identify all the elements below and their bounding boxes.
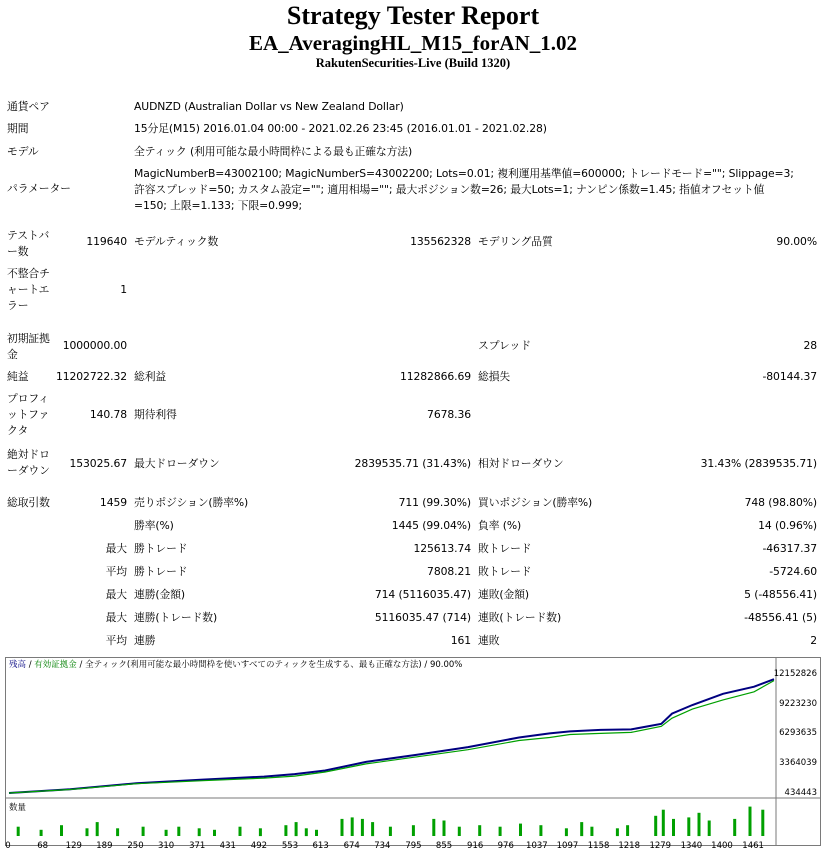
deposit-label: 初期証拠金 [7, 332, 50, 361]
net-label: 純益 [7, 370, 29, 383]
volume-bar [315, 830, 318, 836]
abs-drawdown-label: 絶対ドローダウン [7, 448, 50, 477]
x-tick-label: 371 [189, 841, 206, 851]
legend-separator: / [26, 660, 35, 670]
volume-bar [687, 817, 690, 836]
deposit-value: 1000000.00 [62, 339, 127, 352]
avg-cons-wins-value: 161 [450, 634, 471, 647]
long-positions-value: 748 (98.80%) [744, 496, 817, 509]
volume-bar [17, 827, 20, 836]
x-tick-label: 613 [312, 841, 329, 851]
x-tick-label: 492 [250, 841, 268, 851]
volume-bar [432, 819, 435, 836]
legend-balance: 残高 [9, 660, 27, 670]
expected-payoff-value: 7678.36 [427, 408, 471, 421]
ticks-value: 135562328 [410, 235, 471, 248]
model-label: モデル [7, 145, 39, 158]
spread-value: 28 [803, 339, 817, 352]
long-positions-label: 買いポジション(勝率%) [478, 496, 593, 509]
x-tick-label: 0 [5, 841, 11, 851]
volume-bar [580, 822, 583, 836]
balance-line [9, 679, 774, 793]
rel-drawdown-value: 31.43% (2839535.71) [700, 457, 817, 470]
volume-bar [672, 819, 675, 836]
volume-bar [213, 830, 216, 836]
volume-bar [96, 822, 99, 836]
max-cons-wins-label: 連勝(金額) [134, 588, 186, 601]
balance-chart-plot [6, 658, 821, 846]
x-tick-label: 1037 [526, 841, 548, 851]
volume-bar [259, 828, 262, 836]
period-value: 15分足(M15) 2016.01.04 00:00 - 2021.02.26 23:45 (2016.01.01 - 2021.02.28) [134, 122, 547, 135]
max-cons-profit-label: 連勝(トレード数) [134, 611, 218, 624]
quality-value: 90.00% [776, 235, 817, 248]
short-positions-label: 売りポジション(勝率%) [134, 496, 249, 509]
volume-bar [519, 824, 522, 836]
largest-win-label: 勝トレード [134, 542, 188, 555]
max-prefix: 最大 [105, 611, 127, 624]
gross-loss-value: -80144.37 [762, 370, 817, 383]
x-tick-label: 795 [405, 841, 422, 851]
legend-separator: / [76, 660, 86, 670]
x-tick-label: 189 [96, 841, 113, 851]
max-cons-losses-value: 5 (-48556.41) [744, 588, 817, 601]
volume-bar [239, 827, 242, 836]
max-cons-loss-amount-label: 連敗(トレード数) [478, 611, 562, 624]
volume-bar [284, 825, 287, 836]
x-tick-label: 674 [343, 841, 360, 851]
volume-bar [116, 828, 119, 836]
mismatch-label: 不整合チャートエラー [7, 267, 50, 312]
params-value: MagicNumberB=43002100; MagicNumberS=43002200; Lots=0.01; 複利運用基準値=600000; トレードモード=""; Slippage=3; 許容スプレッド=50; カスタム設定=""; 適用相場=""; 最大ポジション数=26; 最大Lots=1; ナンピン係数=1.45; 指値オフセット値=150; 上限=1.133; 下限=0.999; [134, 167, 794, 212]
volume-bar [412, 825, 415, 836]
equity-line [9, 681, 774, 793]
volume-bar [565, 828, 568, 836]
avg-prefix: 平均 [105, 565, 127, 578]
x-tick-label: 976 [497, 841, 514, 851]
avg-loss-value: -5724.60 [769, 565, 817, 578]
max-drawdown-label: 最大ドローダウン [134, 457, 220, 470]
max-prefix: 最大 [105, 588, 127, 601]
loss-rate-label: 負率 (%) [478, 519, 522, 532]
x-tick-label: 1097 [556, 841, 579, 851]
x-tick-label: 310 [157, 841, 175, 851]
x-tick-label: 1340 [680, 841, 703, 851]
x-tick-label: 431 [219, 841, 236, 851]
volume-bar [341, 819, 344, 836]
volume-bar [165, 830, 168, 836]
abs-drawdown-value: 153025.67 [69, 457, 127, 470]
volume-bar [478, 825, 481, 836]
volume-bar [616, 828, 619, 836]
x-tick-label: 1400 [711, 841, 733, 851]
short-positions-value: 711 (99.30%) [398, 496, 471, 509]
volume-bar [443, 821, 446, 837]
report-title: Strategy Tester Report [286, 1, 540, 30]
x-tick-label: 1218 [618, 841, 640, 851]
avg-cons-losses-value: 2 [810, 634, 817, 647]
volume-bar [761, 810, 764, 836]
y-tick-label: 12152826 [773, 669, 817, 679]
symbol-label: 通貨ペア [7, 100, 50, 113]
legend-model: 全ティック(利用可能な最小時間枠を使いすべてのティックを生成する、最も正確な方法) / 90.00% [85, 660, 463, 670]
volume-bar [389, 827, 392, 836]
max-cons-loss-amount-value: -48556.41 (5) [744, 611, 817, 624]
legend-equity: 有効証拠金 [34, 660, 77, 670]
chart-legend [9, 660, 462, 671]
volume-bar [626, 825, 629, 836]
volume-bar [295, 822, 298, 836]
profit-factor-label: プロフィットファクタ [7, 392, 50, 437]
max-cons-wins-value: 714 (5116035.47) [374, 588, 471, 601]
volume-bar [40, 830, 43, 836]
balance-chart [5, 657, 821, 846]
volume-bar [749, 807, 752, 836]
max-cons-profit-value: 5116035.47 (714) [374, 611, 471, 624]
volume-bar [733, 819, 736, 836]
rel-drawdown-label: 相対ドローダウン [478, 457, 564, 470]
max-prefix: 最大 [105, 542, 127, 555]
quality-label: モデリング品質 [478, 235, 553, 248]
symbol-value: AUDNZD (Australian Dollar vs New Zealand Dollar) [134, 100, 404, 113]
gross-profit-value: 11282866.69 [399, 370, 471, 383]
volume-bar [361, 819, 364, 836]
x-tick-label: 1279 [649, 841, 672, 851]
server-info: RakutenSecurities-Live (Build 1320) [315, 56, 511, 70]
volume-bar [142, 827, 145, 836]
y-tick-label: 9223230 [779, 698, 817, 709]
largest-loss-label: 敗トレード [478, 542, 532, 555]
x-tick-label: 553 [281, 841, 299, 851]
model-value: 全ティック (利用可能な最小時間枠による最も正確な方法) [134, 145, 413, 158]
volume-bar [698, 813, 701, 836]
volume-bar [539, 825, 542, 836]
volume-bar [458, 827, 461, 836]
volume-bar [177, 827, 180, 836]
gross-loss-label: 総損失 [478, 370, 511, 383]
x-tick-label: 734 [374, 841, 391, 851]
x-tick-label: 129 [65, 841, 82, 851]
avg-cons-losses-label: 連敗 [478, 634, 500, 647]
volume-bar [654, 816, 657, 836]
volume-bar [590, 827, 593, 836]
volume-bar [305, 828, 308, 836]
avg-cons-wins-label: 連勝 [134, 634, 156, 647]
loss-rate-value: 14 (0.96%) [758, 519, 817, 532]
x-tick-label: 1461 [742, 841, 764, 851]
bars-label: テストバー数 [7, 229, 50, 258]
x-tick-label: 250 [127, 841, 144, 851]
x-tick-label: 68 [37, 841, 49, 851]
params-label: パラメーター [7, 182, 71, 195]
win-rate-value: 1445 (99.04%) [391, 519, 471, 532]
net-value: 11202722.32 [55, 370, 127, 383]
volume-bar [499, 827, 502, 836]
ticks-label: モデルティック数 [134, 235, 219, 248]
volume-bar [86, 828, 89, 836]
volume-bar [662, 810, 665, 836]
mismatch-value: 1 [120, 283, 127, 296]
volume-label: 数量 [9, 803, 27, 813]
volume-bar [708, 821, 711, 837]
largest-win-value: 125613.74 [413, 542, 471, 555]
total-trades-value: 1459 [99, 496, 127, 509]
avg-prefix: 平均 [105, 634, 127, 647]
x-tick-label: 855 [435, 841, 453, 851]
y-tick-label: 6293635 [779, 728, 817, 739]
win-rate-label: 勝率(%) [134, 519, 174, 532]
avg-win-label: 勝トレード [134, 565, 188, 578]
gross-profit-label: 総利益 [134, 370, 167, 383]
volume-bar [351, 817, 354, 836]
y-tick-label: 3364039 [779, 758, 817, 769]
max-cons-losses-label: 連敗(金額) [478, 588, 530, 601]
volume-bar [60, 825, 63, 836]
expected-payoff-label: 期待利得 [134, 408, 177, 421]
avg-win-value: 7808.21 [427, 565, 471, 578]
spread-label: スプレッド [478, 339, 531, 352]
expert-name: EA_AveragingHL_M15_forAN_1.02 [249, 31, 577, 55]
y-tick-label: 434443 [784, 788, 817, 798]
avg-loss-label: 敗トレード [478, 565, 532, 578]
period-label: 期間 [7, 122, 29, 135]
bars-value: 119640 [86, 235, 127, 248]
largest-loss-value: -46317.37 [762, 542, 817, 555]
volume-bar [371, 822, 374, 836]
x-tick-label: 916 [467, 841, 484, 851]
x-tick-label: 1158 [587, 841, 610, 851]
profit-factor-value: 140.78 [89, 408, 127, 421]
volume-bar [198, 828, 201, 836]
total-trades-label: 総取引数 [7, 496, 50, 509]
max-drawdown-value: 2839535.71 (31.43%) [354, 457, 471, 470]
